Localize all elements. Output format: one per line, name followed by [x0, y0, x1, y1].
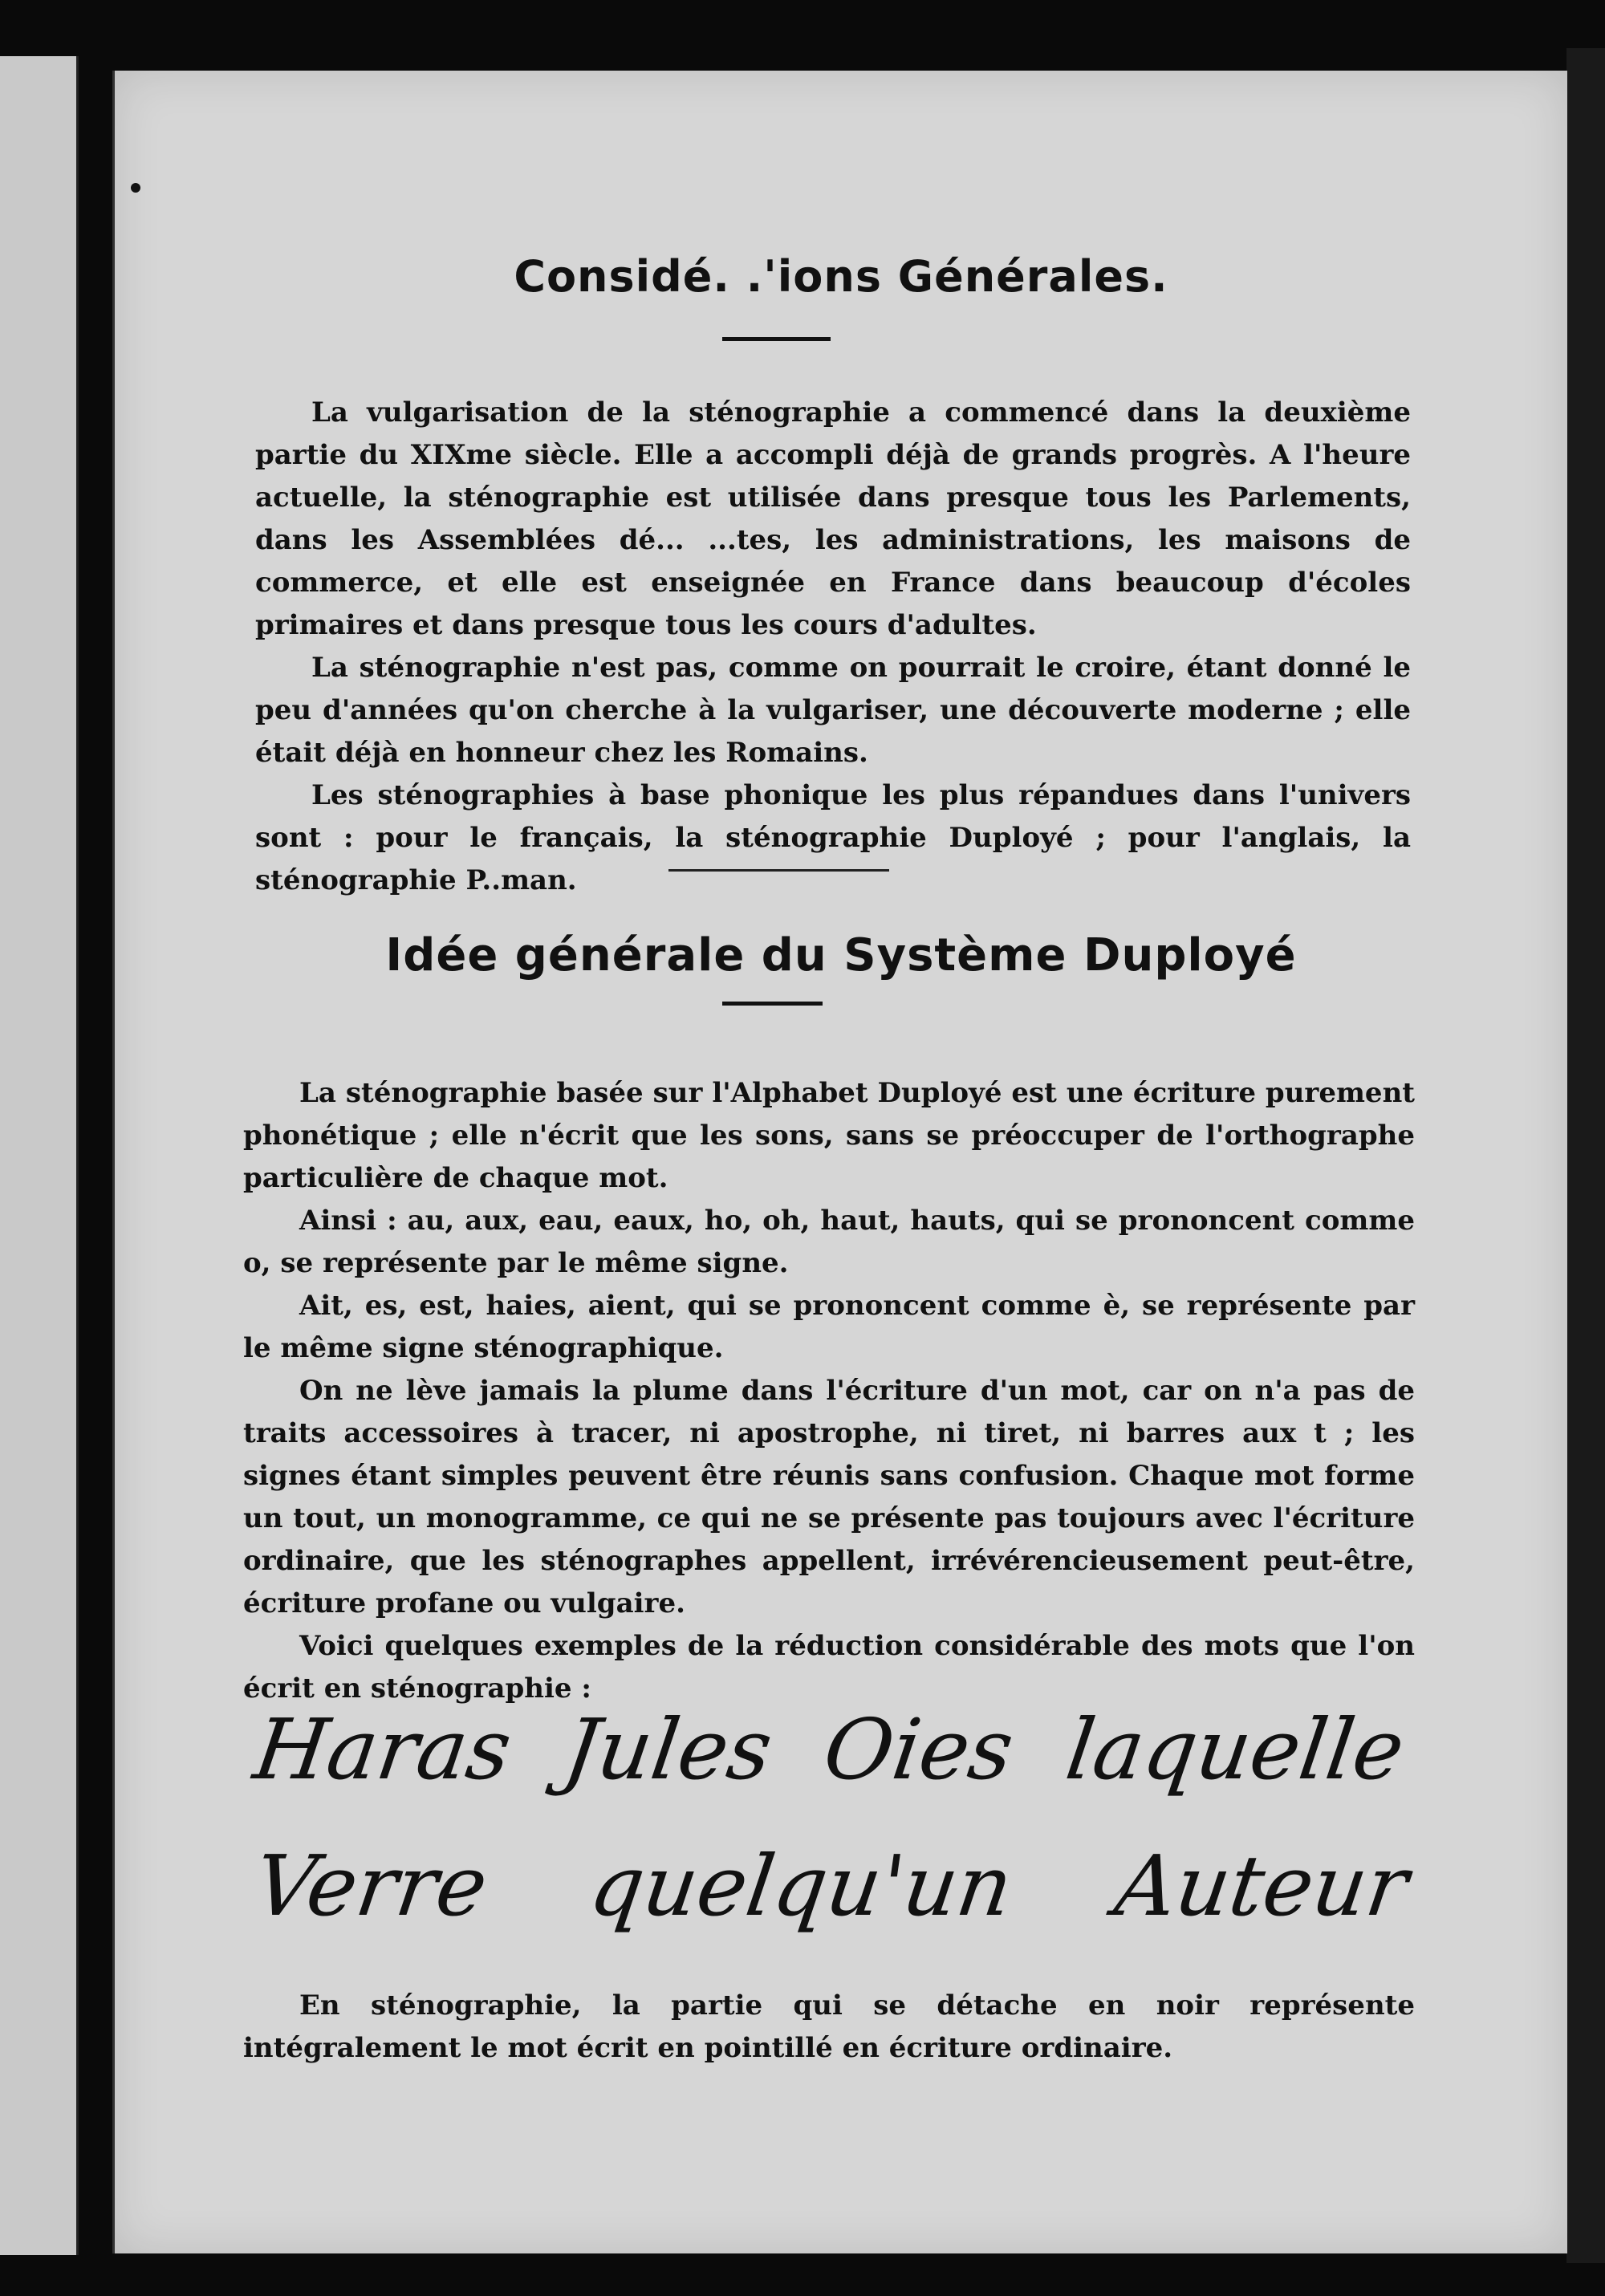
document-page	[112, 71, 1567, 2253]
section-title-considerations: Considé. .'ions Générales.	[514, 251, 1168, 302]
handwritten-word: laquelle	[1059, 1701, 1410, 1798]
scan-border	[1566, 48, 1605, 2263]
duploye-text	[243, 1072, 1415, 1710]
left-page-edge	[0, 56, 79, 2255]
margin-dot	[131, 183, 140, 193]
handwritten-examples-line-1	[248, 1701, 1410, 1798]
paragraph: En sténographie, la partie qui se détache en noir représente intégralement le mot écrit en pointillé en écriture ordinaire.	[243, 1989, 1415, 2064]
paragraph: La vulgarisation de la sténographie a commencé dans la deuxième partie du XIXme siècle. Elle a accompli déjà de grands progrès. A l'heure actuelle, la sténographie est utilisée dans presque tous les Parlements, dans les Assemblées dé... ...tes, les administrations, les maisons de commerce, et elle est enseignée en France dans beaucoup d'écoles primaires et dans presque tous les cours d'adultes.	[255, 396, 1411, 641]
handwritten-word: quelqu'un	[583, 1837, 1019, 1935]
handwritten-word: Haras	[248, 1701, 518, 1798]
section-divider	[668, 869, 889, 872]
section-title-duploye: Idée générale du Système Duployé	[385, 929, 1297, 981]
handwritten-word: Jules	[558, 1701, 778, 1798]
handwritten-word: Oies	[818, 1701, 1020, 1798]
handwritten-word: Verre	[248, 1837, 494, 1935]
paragraph: La sténographie basée sur l'Alphabet Duployé est une écriture purement phonétique ; elle n'écrit que les sons, sans se préoccuper de l'orthographe particulière de chaque mot.	[243, 1077, 1415, 1194]
paragraph: Ainsi : au, aux, eau, eaux, ho, oh, haut, hauts, qui se prononcent comme o, se représente par le même signe.	[243, 1205, 1415, 1279]
closing-text	[243, 1985, 1415, 2070]
considerations-text	[255, 392, 1411, 902]
paragraph: Ait, es, est, haies, aient, qui se prononcent comme è, se représente par le même signe sténographique.	[243, 1290, 1415, 1364]
paragraph: On ne lève jamais la plume dans l'écriture d'un mot, car on n'a pas de traits accessoires à tracer, ni apostrophe, ni tiret, ni barres aux t ; les signes étant simples peuvent être réunis sans confusion. Chaque mot forme un tout, un monogramme, ce qui ne se présente pas toujours avec l'écriture ordinaire, que les sténographes appellent, irrévérencieusement peut-être, écriture profane ou vulgaire.	[243, 1375, 1415, 1619]
paragraph: Voici quelques exemples de la réduction considérable des mots que l'on écrit en sténographie :	[243, 1630, 1415, 1705]
handwritten-word: Auteur	[1108, 1837, 1414, 1935]
paragraph: Les sténographies à base phonique les plus répandues dans l'univers sont : pour le français, la sténographie Duployé ; pour l'anglais, la sténographie P..man.	[255, 779, 1411, 896]
title-rule	[722, 337, 831, 341]
handwritten-examples-line-2	[248, 1837, 1414, 1935]
paragraph: La sténographie n'est pas, comme on pourrait le croire, étant donné le peu d'années qu'on cherche à la vulgariser, une découverte moderne ; elle était déjà en honneur chez les Romains.	[255, 652, 1411, 769]
title-rule	[722, 1002, 823, 1006]
